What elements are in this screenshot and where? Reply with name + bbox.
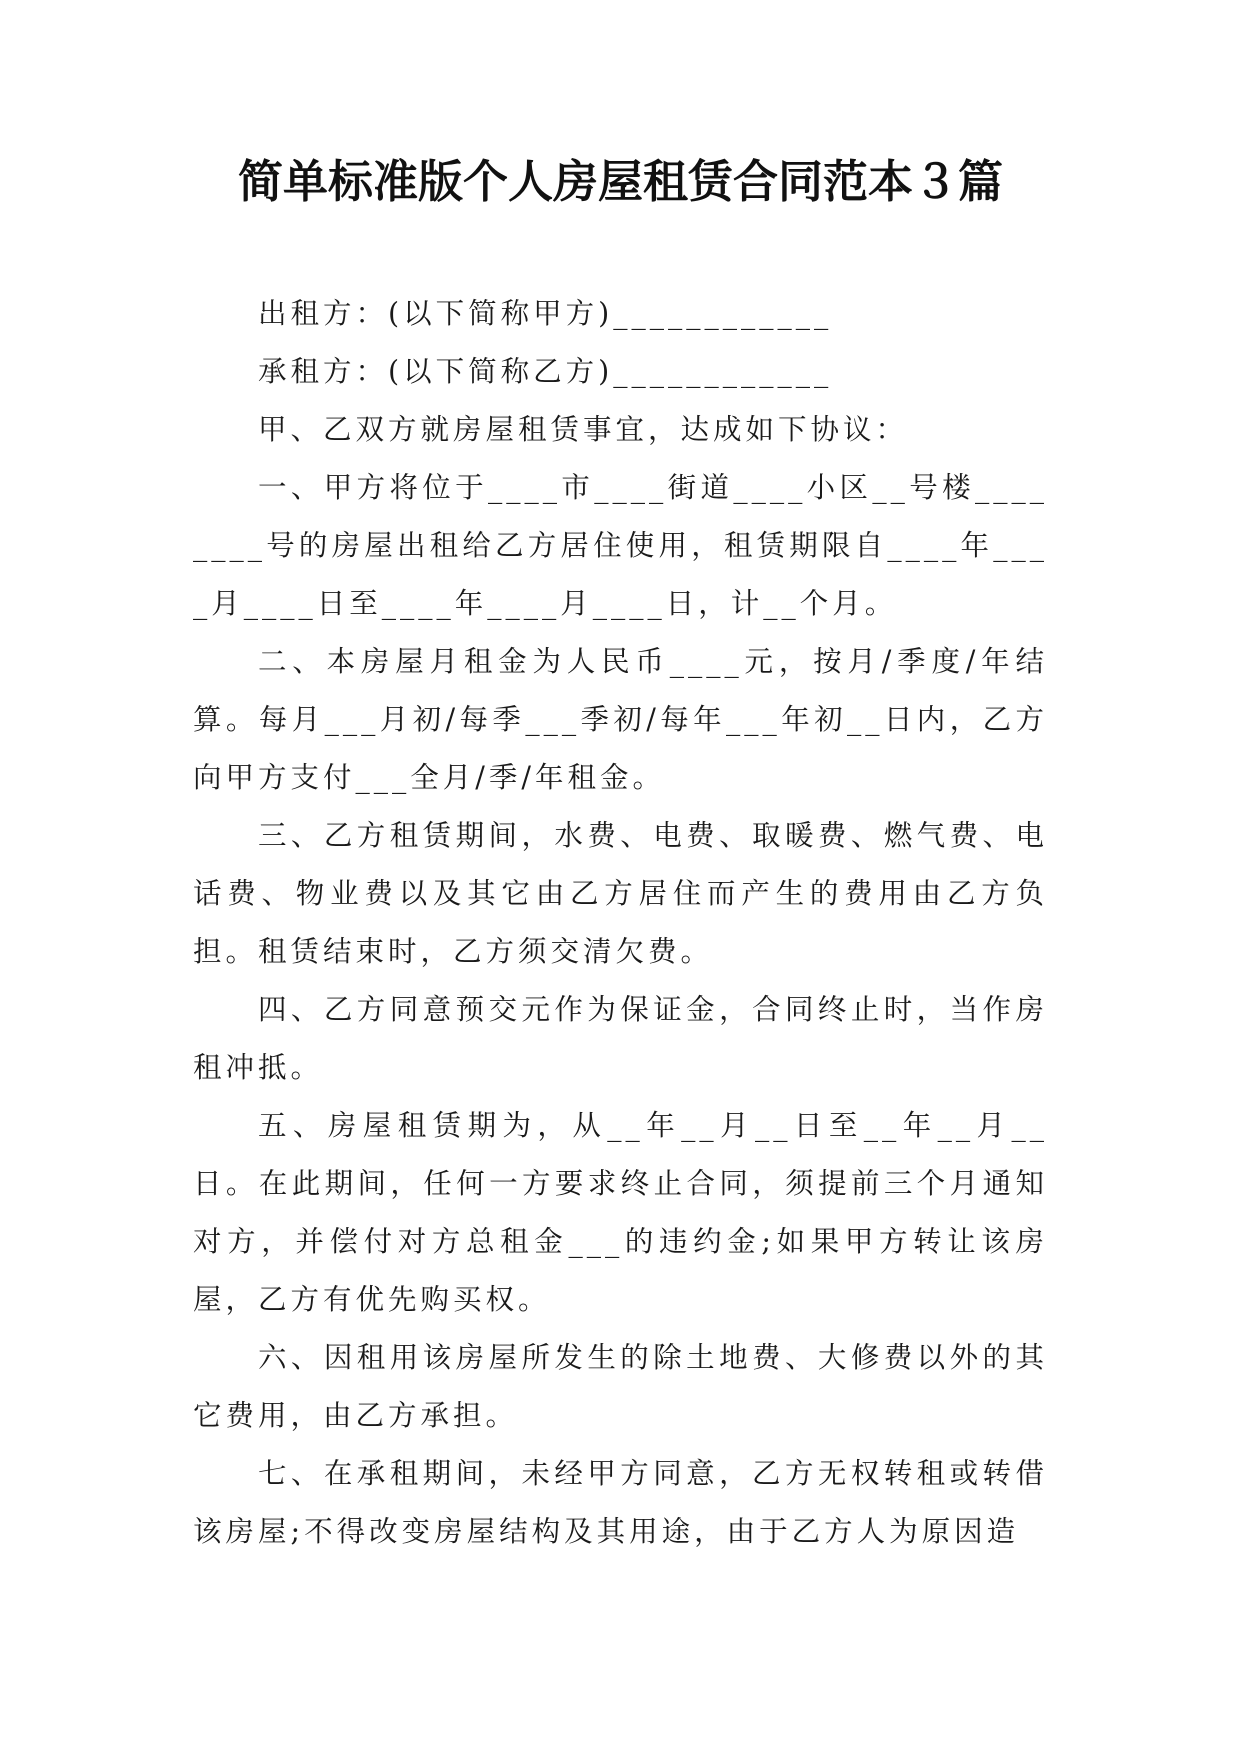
paragraph-clause-2: 二、本房屋月租金为人民币____元，按月/季度/年结算。每月___月初/每季___季初/每年___年初__日内，乙方向甲方支付___全月/季/年租金。: [193, 645, 1048, 794]
paragraph-clause-3: 三、乙方租赁期间，水费、电费、取暖费、燃气费、电话费、物业费以及其它由乙方居住而产生的费用由乙方负担。租赁结束时，乙方须交清欠费。: [193, 819, 1048, 968]
paragraph-clause-6: 六、因租用该房屋所发生的除土地费、大修费以外的其它费用，由乙方承担。: [193, 1341, 1048, 1432]
paragraph-lessor: 出租方：(以下简称甲方)____________: [258, 297, 833, 330]
paragraph-clause-7: 七、在承租期间，未经甲方同意，乙方无权转租或转借该房屋;不得改变房屋结构及其用途，由于乙方人为原因造: [193, 1457, 1048, 1548]
paragraph-clause-4: 四、乙方同意预交元作为保证金，合同终止时，当作房租冲抵。: [193, 993, 1048, 1084]
paragraph-clause-1: 一、甲方将位于____市____街道____小区__号楼________号的房屋出租给乙方居住使用，租赁期限自____年____月____日至____年____月____日，计__个月。: [193, 471, 1048, 620]
paragraph-clause-5: 五、房屋租赁期为，从__年__月__日至__年__月__日。在此期间，任何一方要求终止合同，须提前三个月通知对方，并偿付对方总租金___的违约金;如果甲方转让该房屋，乙方有优先购买权。: [193, 1109, 1048, 1316]
paragraph-agreement-intro: 甲、乙双方就房屋租赁事宜，达成如下协议：: [258, 413, 909, 446]
paragraph-lessee: 承租方：(以下简称乙方)____________: [258, 355, 833, 388]
document-title: 简单标准版个人房屋租赁合同范本３篇: [237, 155, 1003, 208]
document-body: [193, 285, 1048, 1561]
